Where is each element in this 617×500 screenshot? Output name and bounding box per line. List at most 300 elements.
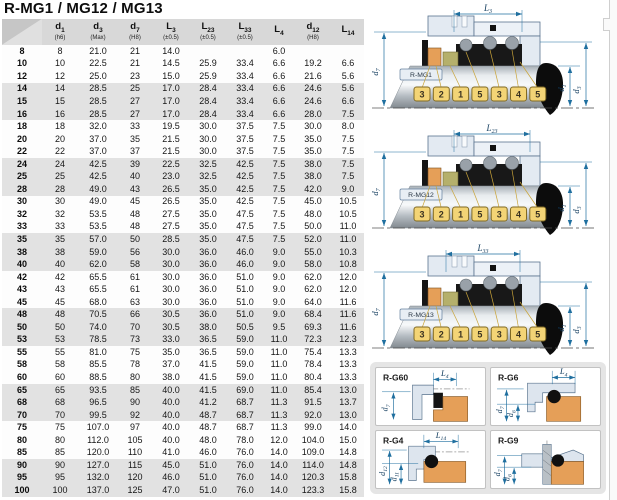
part-number-chips [414, 207, 546, 221]
table-row [2, 83, 364, 96]
table-cell: 61 [118, 271, 152, 284]
table-row [2, 58, 364, 71]
table-cell: 32 [2, 208, 42, 221]
detail-svg [491, 368, 601, 426]
table-cell: 30.5 [152, 321, 190, 334]
table-row [2, 459, 364, 472]
diagram-column [370, 0, 610, 500]
table-cell: 25 [42, 170, 78, 183]
table-cell: 8 [2, 45, 42, 58]
part-number: 1 [458, 329, 464, 340]
table-cell: 45.0 [294, 196, 332, 209]
table-cell: 42 [2, 271, 42, 284]
table-cell: 92.0 [294, 409, 332, 422]
table-cell: 24.6 [294, 95, 332, 108]
table-cell: 80.4 [294, 371, 332, 384]
table-cell: 104.0 [294, 434, 332, 447]
table-cell: 14.0 [264, 459, 294, 472]
table-cell: 15 [2, 95, 42, 108]
table-cell: 68.7 [226, 421, 264, 434]
table-row [2, 296, 364, 309]
part-number: 2 [438, 329, 444, 340]
table-cell: 41.5 [190, 371, 226, 384]
table-cell: 90 [42, 459, 78, 472]
table-cell: 42.5 [78, 170, 118, 183]
table-cell: 43 [2, 283, 42, 296]
table-cell: 6.6 [332, 95, 364, 108]
part-number: 3 [496, 89, 502, 100]
table-cell: 48.7 [190, 421, 226, 434]
table-cell: 33.4 [226, 83, 264, 96]
dim-label: $d_6$ [506, 410, 518, 418]
dim-label: $d_7$ [494, 406, 506, 414]
table-cell: 21.5 [152, 145, 190, 158]
table-cell: 45 [2, 296, 42, 309]
table-cell: 37.0 [152, 359, 190, 372]
table-cell: 32.5 [190, 170, 226, 183]
part-number: 1 [458, 89, 464, 100]
table-row [2, 95, 364, 108]
table-cell: 20 [2, 133, 42, 146]
table-cell: 10.3 [332, 246, 364, 259]
table-cell: 51.0 [226, 271, 264, 284]
table-cell: 21 [118, 58, 152, 71]
table-cell: 68 [42, 396, 78, 409]
table-cell: 36.5 [190, 334, 226, 347]
table-cell: 93.5 [78, 384, 118, 397]
table-cell: 15.8 [332, 472, 364, 485]
table-cell: 35.0 [190, 196, 226, 209]
table-row [2, 472, 364, 485]
table-cell: 48.0 [294, 208, 332, 221]
table-cell: 80 [42, 434, 78, 447]
table-cell: 7.5 [264, 233, 294, 246]
table-row [2, 70, 364, 83]
table-row [2, 334, 364, 347]
table-cell: 33 [2, 221, 42, 234]
table-cell: 85 [2, 447, 42, 460]
table-cell: 53 [2, 334, 42, 347]
table-cell: 74.0 [78, 321, 118, 334]
table-cell: 107.0 [78, 421, 118, 434]
table-cell: 47.5 [226, 221, 264, 234]
table-cell: 46.0 [190, 447, 226, 460]
seal-diagram-r-mg1 [370, 2, 608, 120]
table-cell: 73 [118, 334, 152, 347]
table-cell: 28.4 [190, 108, 226, 121]
table-body [2, 45, 364, 497]
table-cell: 50 [42, 321, 78, 334]
part-number: 5 [535, 209, 541, 220]
table-cell: 15.0 [332, 434, 364, 447]
detail-r-g9 [490, 430, 601, 489]
table-cell: 18 [2, 120, 42, 133]
table-cell: 42.5 [226, 170, 264, 183]
table-cell: 72.3 [294, 334, 332, 347]
table-row [2, 258, 364, 271]
column-header: $d_1$ (h6) [42, 19, 78, 45]
table-cell: 59.0 [226, 346, 264, 359]
table-row [2, 246, 364, 259]
dim-label: $d_1$ [556, 84, 569, 92]
table-cell: 7.5 [264, 120, 294, 133]
table-cell: 30.5 [152, 308, 190, 321]
dim-label: $d_7$ [380, 404, 392, 412]
table-cell: 99.0 [294, 421, 332, 434]
table-cell: 35.0 [190, 183, 226, 196]
dim-label: $L_{14}$ [435, 431, 447, 443]
table-cell: 33.4 [226, 70, 264, 83]
seal-elements [422, 277, 522, 307]
table-cell: 48 [118, 208, 152, 221]
table-cell: 32.5 [190, 158, 226, 171]
table-cell: 51.0 [226, 308, 264, 321]
table-cell: 30.0 [152, 246, 190, 259]
table-cell: 52.0 [294, 233, 332, 246]
table-cell: 7.5 [264, 196, 294, 209]
table-cell: 17.0 [152, 83, 190, 96]
table-cell: 51.0 [190, 459, 226, 472]
dim-label: $L_3$ [483, 3, 493, 16]
table-cell: 120.3 [294, 472, 332, 485]
table-row [2, 359, 364, 372]
table-cell: 11.6 [332, 308, 364, 321]
table-cell: 30.0 [152, 283, 190, 296]
table-cell: 78.0 [226, 434, 264, 447]
table-cell: 51.0 [226, 283, 264, 296]
seal-diagram-r-mg13 [370, 242, 608, 360]
part-number: 5 [477, 89, 483, 100]
part-number: 3 [496, 329, 502, 340]
table-cell: 64.0 [294, 296, 332, 309]
table-cell: 81.0 [78, 346, 118, 359]
seal-diagrams [370, 2, 610, 360]
table-cell: 12.3 [332, 334, 364, 347]
table-cell: 42.5 [78, 158, 118, 171]
part-number: 4 [515, 89, 522, 100]
table-header [2, 19, 364, 45]
table-cell: 49.0 [78, 183, 118, 196]
table-cell: 53.5 [78, 208, 118, 221]
table-cell: 48 [42, 308, 78, 321]
table-row [2, 409, 364, 422]
table-cell: 120 [118, 472, 152, 485]
dim-label: $L_{23}$ [486, 123, 498, 136]
table-cell: 43 [118, 183, 152, 196]
seal-elements [422, 37, 522, 67]
dimension-table-wrap [2, 19, 364, 497]
table-cell: 40.0 [152, 421, 190, 434]
table-cell: 37.0 [78, 145, 118, 158]
table-cell: 100 [42, 484, 78, 497]
table-cell: 11.0 [264, 371, 294, 384]
table-cell: 6.6 [264, 95, 294, 108]
table-cell: 75 [118, 346, 152, 359]
table-cell: 80 [2, 434, 42, 447]
table-cell: 75 [42, 421, 78, 434]
table-cell: 30.0 [152, 271, 190, 284]
column-header [2, 19, 42, 45]
table-cell: 25.9 [190, 70, 226, 83]
dim-label: $d_{12}$ [377, 466, 389, 476]
table-cell: 28 [42, 183, 78, 196]
table-cell: 7.5 [264, 183, 294, 196]
table-cell: 105 [118, 434, 152, 447]
seal-diagram-svg [370, 242, 608, 360]
table-cell: 7.5 [332, 170, 364, 183]
table-cell: 36.5 [190, 346, 226, 359]
table-cell: 88.5 [78, 371, 118, 384]
table-cell: 26.5 [152, 196, 190, 209]
table-cell: 85 [118, 384, 152, 397]
table-cell: 30 [42, 196, 78, 209]
table-cell: 65 [42, 384, 78, 397]
table-cell: 70 [42, 409, 78, 422]
table-cell: 11.0 [264, 359, 294, 372]
table-cell: 7.5 [264, 170, 294, 183]
seat-detail-panel [370, 362, 606, 494]
table-cell: 6.6 [264, 70, 294, 83]
table-cell: 9.0 [264, 271, 294, 284]
table-cell [294, 45, 332, 58]
table-cell: 10.8 [332, 258, 364, 271]
table-row [2, 396, 364, 409]
table-cell: 58 [118, 258, 152, 271]
table-cell: 40.0 [152, 384, 190, 397]
table-cell: 7.5 [332, 133, 364, 146]
table-cell: 30.0 [190, 133, 226, 146]
table-cell: 40 [118, 170, 152, 183]
table-cell: 14.0 [264, 472, 294, 485]
dim-label: $d_7$ [370, 308, 383, 316]
column-header: $d_{12}$ (H8) [294, 19, 332, 45]
table-cell: 36.0 [190, 246, 226, 259]
part-number: 5 [535, 89, 541, 100]
table-cell: 21 [118, 45, 152, 58]
table-cell: 27.5 [152, 208, 190, 221]
part-number: 3 [419, 89, 425, 100]
part-number: 5 [477, 329, 483, 340]
table-cell: 38.0 [294, 158, 332, 171]
table-cell: 10 [42, 58, 78, 71]
table-cell: 35 [118, 133, 152, 146]
table-cell: 70 [118, 321, 152, 334]
table-cell: 76.0 [226, 472, 264, 485]
table-cell: 26.5 [152, 183, 190, 196]
table-cell: 20 [42, 133, 78, 146]
part-number: 1 [458, 209, 464, 220]
detail-section [527, 383, 580, 421]
table-cell: 112.0 [78, 434, 118, 447]
table-cell: 70.5 [78, 308, 118, 321]
table-cell: 10.5 [332, 196, 364, 209]
table-cell: 33.0 [152, 334, 190, 347]
dim-label: $L_4$ [441, 368, 449, 381]
table-cell: 63 [118, 296, 152, 309]
table-cell: 59.0 [78, 246, 118, 259]
part-number: 2 [438, 209, 444, 220]
table-cell: 11.3 [264, 421, 294, 434]
part-number: 3 [496, 209, 502, 220]
table-cell: 68.0 [78, 296, 118, 309]
detail-label: R-G60 [382, 372, 409, 383]
table-cell: 39 [118, 158, 152, 171]
table-cell: 115 [118, 459, 152, 472]
table-cell: 11.0 [264, 346, 294, 359]
table-cell: 15 [42, 95, 78, 108]
seal-diagram-svg [370, 2, 608, 120]
table-cell: 23.0 [152, 170, 190, 183]
table-cell: 6.6 [264, 83, 294, 96]
column-header: $L_3$ (±0.5) [152, 19, 190, 45]
table-cell: 53.5 [78, 221, 118, 234]
table-cell: 66 [118, 308, 152, 321]
table-cell: 75 [2, 421, 42, 434]
table-cell: 30.0 [152, 258, 190, 271]
part-number: 5 [535, 329, 541, 340]
table-cell: 12.0 [332, 283, 364, 296]
column-header: $d_7$ (H8) [118, 19, 152, 45]
table-cell: 85.5 [78, 359, 118, 372]
table-cell: 65.5 [78, 271, 118, 284]
table-cell: 28.4 [190, 83, 226, 96]
table-cell: 6.6 [264, 58, 294, 71]
seal-elements [422, 157, 522, 187]
table-cell: 78.4 [294, 359, 332, 372]
table-cell: 65 [2, 384, 42, 397]
part-number: 4 [515, 329, 522, 340]
table-cell: 75.4 [294, 346, 332, 359]
page-edge [609, 0, 617, 500]
table-cell: 12 [42, 70, 78, 83]
table-row [2, 421, 364, 434]
table-row [2, 183, 364, 196]
table-cell: 95 [2, 472, 42, 485]
table-cell: 65.5 [78, 283, 118, 296]
dim-label: $d_3$ [571, 206, 584, 214]
table-cell: 58 [42, 359, 78, 372]
diagram-label: R-MG13 [408, 312, 434, 319]
table-cell: 16 [42, 108, 78, 121]
table-cell: 9.0 [264, 296, 294, 309]
table-cell: 12.0 [264, 434, 294, 447]
table-cell: 78 [118, 359, 152, 372]
table-row [2, 283, 364, 296]
table-cell: 46.0 [226, 258, 264, 271]
table-cell: 30.0 [294, 120, 332, 133]
table-cell: 22 [2, 145, 42, 158]
table-cell: 25.9 [190, 58, 226, 71]
detail-label: R-G4 [382, 435, 404, 446]
table-cell: 41.5 [190, 384, 226, 397]
table-cell: 28.0 [294, 108, 332, 121]
table-cell: 11.0 [332, 221, 364, 234]
table-row [2, 208, 364, 221]
table-row [2, 484, 364, 497]
table-cell: 30.0 [190, 120, 226, 133]
table-cell: 30 [2, 196, 42, 209]
table-cell [190, 45, 226, 58]
table-row [2, 133, 364, 146]
table-cell: 68.7 [226, 396, 264, 409]
table-cell: 37.0 [78, 133, 118, 146]
table-cell: 76.0 [226, 447, 264, 460]
table-row [2, 158, 364, 171]
table-cell: 62.0 [294, 271, 332, 284]
table-cell: 47.0 [152, 484, 190, 497]
table-cell: 41.2 [190, 396, 226, 409]
table-cell: 50.5 [226, 321, 264, 334]
detail-section [412, 385, 469, 421]
table-cell: 9.0 [332, 183, 364, 196]
table-cell: 11.3 [264, 396, 294, 409]
diagram-label: R-MG12 [408, 192, 434, 199]
table-cell: 25 [2, 170, 42, 183]
table-cell: 28.5 [152, 233, 190, 246]
table-cell: 33.4 [226, 95, 264, 108]
table-cell: 27 [118, 95, 152, 108]
seal-diagram-r-mg12 [370, 122, 608, 240]
dim-label: $d_{11}$ [389, 472, 401, 482]
table-cell: 28.4 [190, 95, 226, 108]
table-cell: 13.3 [332, 371, 364, 384]
table-cell: 68.4 [294, 308, 332, 321]
table-row [2, 346, 364, 359]
table-cell: 35 [42, 233, 78, 246]
column-header: $L_{33}$ (±0.5) [226, 19, 264, 45]
table-cell: 5.6 [332, 83, 364, 96]
table-cell: 28.5 [78, 83, 118, 96]
table-cell: 55.0 [294, 246, 332, 259]
dim-label: $d_1$ [556, 204, 569, 212]
table-cell: 78.5 [78, 334, 118, 347]
seal-diagram-svg [370, 122, 608, 240]
table-cell: 30.0 [190, 145, 226, 158]
detail-r-g6 [490, 367, 601, 426]
table-cell: 68.7 [226, 409, 264, 422]
table-cell: 42.5 [226, 183, 264, 196]
table-cell: 51.0 [190, 472, 226, 485]
table-cell: 123.3 [294, 484, 332, 497]
table-cell: 10 [2, 58, 42, 71]
table-cell: 42.5 [226, 158, 264, 171]
table-cell: 51.0 [226, 296, 264, 309]
table-row [2, 170, 364, 183]
table-cell: 59.0 [226, 371, 264, 384]
table-cell: 7.5 [264, 158, 294, 171]
table-cell: 59.0 [226, 359, 264, 372]
table-cell: 55 [42, 346, 78, 359]
table-cell: 19.2 [294, 58, 332, 71]
table-cell: 14.0 [264, 484, 294, 497]
table-cell: 58.0 [294, 258, 332, 271]
dim-label: $d_7$ [492, 469, 504, 477]
table-cell: 80 [118, 371, 152, 384]
column-header: $L_{23}$ (±0.5) [190, 19, 226, 45]
dim-label: $L_4$ [559, 368, 568, 379]
dim-label: $d_3$ [571, 326, 584, 334]
table-cell: 85 [42, 447, 78, 460]
table-cell: 114.0 [294, 459, 332, 472]
table-cell: 22.5 [152, 158, 190, 171]
table-cell: 35.0 [152, 346, 190, 359]
table-cell: 47.5 [226, 233, 264, 246]
table-cell: 9.0 [264, 246, 294, 259]
table-cell: 58 [2, 359, 42, 372]
dim-label: $d_7$ [370, 188, 383, 196]
detail-section [409, 446, 470, 482]
dim-label: $d_1$ [556, 324, 569, 332]
